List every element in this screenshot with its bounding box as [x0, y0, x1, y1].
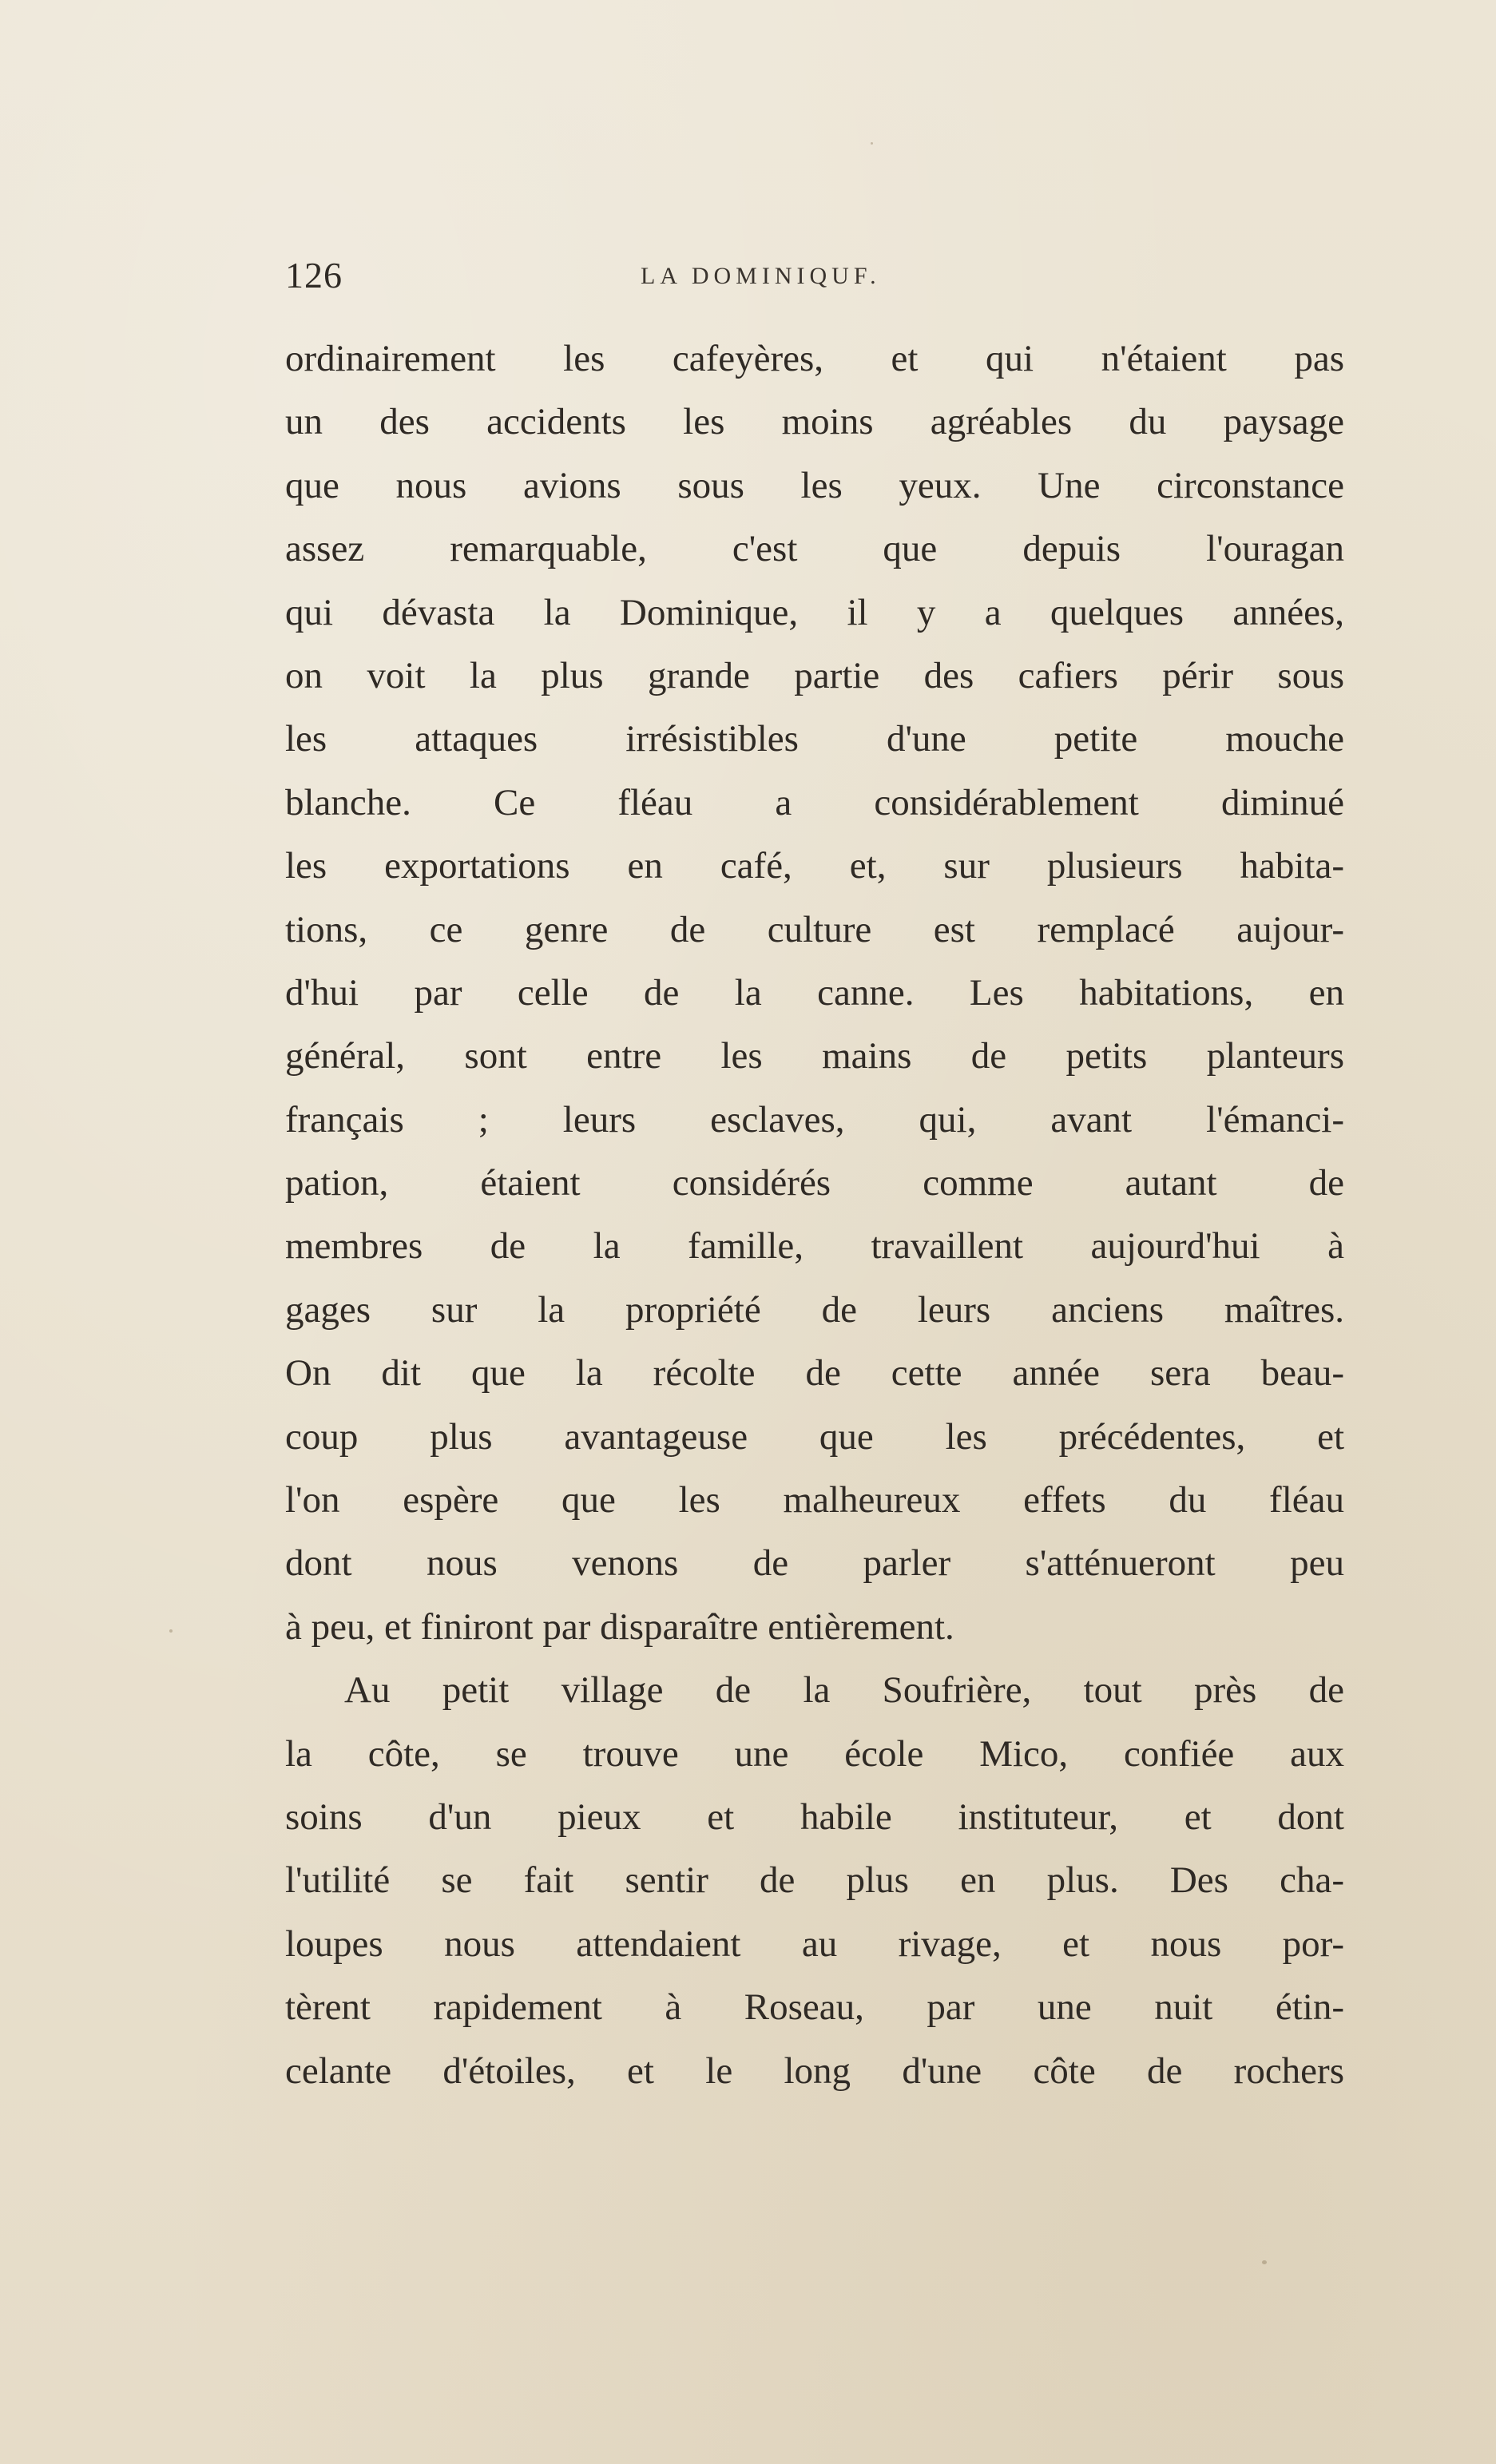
- text-line: membres de la famille, travaillent aujourd'hui à: [285, 1225, 1344, 1268]
- text-line: d'hui par celle de la canne. Les habitations, en: [285, 971, 1344, 1014]
- text-line: général, sont entre les mains de petits planteurs: [285, 1035, 1344, 1077]
- text-line: un des accidents les moins agréables du paysage: [285, 401, 1344, 443]
- text-line: pation, étaient considérés comme autant de: [285, 1162, 1344, 1204]
- text-line: celante d'étoiles, et le long d'une côte de rochers: [285, 2049, 1344, 2092]
- text-line: tions, ce genre de culture est remplacé aujour-: [285, 908, 1344, 950]
- text-line: l'on espère que les malheureux effets du fléau: [285, 1479, 1344, 1522]
- paragraph-2: [285, 1659, 1344, 2103]
- text-line: on voit la plus grande partie des cafiers périr sous: [285, 654, 1344, 696]
- text-line: assez remarquable, c'est que depuis l'ouragan: [285, 528, 1344, 570]
- text-line: les attaques irrésistibles d'une petite mouche: [285, 718, 1344, 760]
- text-line: l'utilité se fait sentir de plus en plus. Des cha-: [285, 1859, 1344, 1902]
- text-line: les exportations en café, et, sur plusieurs habita-: [285, 845, 1344, 887]
- paragraph-1: [285, 327, 1344, 1659]
- text-line: On dit que la récolte de cette année sera beau-: [285, 1352, 1344, 1395]
- page-number: 126: [285, 255, 343, 296]
- text-line: Au petit village de la Soufrière, tout près de: [344, 1669, 1344, 1712]
- text-line: français ; leurs esclaves, qui, avant l'émanci-: [285, 1098, 1344, 1141]
- page-header: [285, 252, 1344, 300]
- text-line: à peu, et finiront par disparaître entièrement.: [285, 1605, 954, 1648]
- text-line: tèrent rapidement à Roseau, par une nuit étin-: [285, 1986, 1344, 2029]
- paper-speck: [169, 1629, 173, 1633]
- text-line: qui dévasta la Dominique, il y a quelques années,: [285, 591, 1344, 633]
- text-line: blanche. Ce fléau a considérablement diminué: [285, 781, 1344, 823]
- text-line: gages sur la propriété de leurs anciens maîtres.: [285, 1288, 1344, 1331]
- text-line: que nous avions sous les yeux. Une circonstance: [285, 464, 1344, 506]
- paper-speck: [871, 142, 873, 145]
- running-head: LA DOMINIQUF.: [641, 263, 881, 289]
- text-line: loupes nous attendaient au rivage, et nous por-: [285, 1922, 1344, 1965]
- text-line: soins d'un pieux et habile instituteur, et dont: [285, 1795, 1344, 1838]
- paper-speck: [1262, 2260, 1267, 2264]
- body-text: [285, 327, 1344, 2103]
- text-line: coup plus avantageuse que les précédentes, et: [285, 1415, 1344, 1458]
- text-line: ordinairement les cafeyères, et qui n'étaient pas: [285, 338, 1344, 379]
- text-line: la côte, se trouve une école Mico, confiée aux: [285, 1732, 1344, 1775]
- text-line: dont nous venons de parler s'atténueront peu: [285, 1542, 1344, 1585]
